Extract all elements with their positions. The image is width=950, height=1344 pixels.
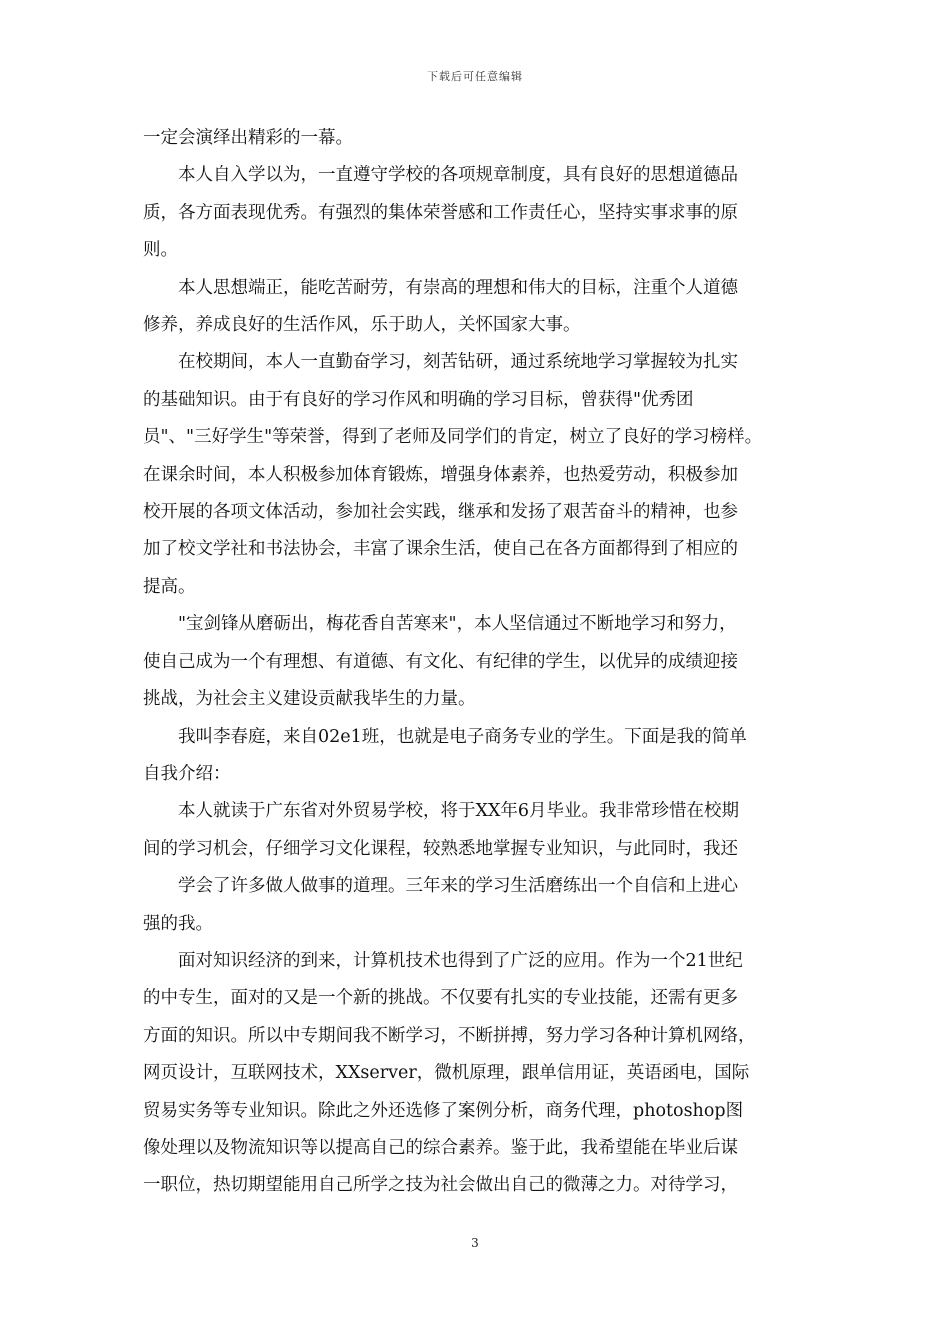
text-line: 质，各方面表现优秀。有强烈的集体荣誉感和工作责任心，坚持实事求事的原	[143, 202, 738, 223]
text-line: 本人就读于广东省对外贸易学校，将于XX年6月毕业。我非常珍惜在校期	[178, 801, 740, 822]
text-line: 的基础知识。由于有良好的学习作风和明确的学习目标，曾获得"优秀团	[143, 389, 694, 410]
paragraph	[143, 344, 813, 606]
paragraph	[143, 793, 813, 868]
page-header: 下载后可任意编辑	[427, 70, 523, 83]
text-line: 强的我。	[143, 913, 213, 934]
text-line: 方面的知识。所以中专期间我不断学习，不断拼搏，努力学习各种计算机网络，	[143, 1025, 756, 1046]
paragraph	[143, 719, 813, 794]
text-line: 挑战，为社会主义建设贡献我毕生的力量。	[143, 689, 476, 710]
text-line: 在课余时间，本人积极参加体育锻炼，增强身体素养，也热爱劳动，积极参加	[143, 464, 738, 485]
text-line: 间的学习机会，仔细学习文化课程，较熟悉地掌握专业知识，与此同时，我还	[143, 838, 738, 859]
text-line: 我叫李春庭，来自02e1班，也就是电子商务专业的学生。下面是我的简单	[178, 726, 747, 747]
text-line: 在校期间，本人一直勤奋学习，刻苦钻研，通过系统地学习掌握较为扎实	[178, 352, 738, 373]
text-line: 学会了许多做人做事的道理。三年来的学习生活磨练出一个自信和上进心	[178, 876, 738, 897]
text-line: 使自己成为一个有理想、有道德、有文化、有纪律的学生，以优异的成绩迎接	[143, 651, 738, 672]
text-line: "宝剑锋从磨砺出，梅花香自苦寒来"，本人坚信通过不断地学习和努力，	[178, 614, 737, 635]
paragraph	[143, 943, 813, 1205]
text-line: 校开展的各项文体活动，参加社会实践，继承和发扬了艰苦奋斗的精神，也参	[143, 502, 738, 523]
text-line: 本人自入学以为，一直遵守学校的各项规章制度，具有良好的思想道德品	[178, 165, 738, 186]
text-line: 的中专生，面对的又是一个新的挑战。不仅要有扎实的专业技能，还需有更多	[143, 988, 738, 1009]
text-line: 本人思想端正，能吃苦耐劳，有崇高的理想和伟大的目标，注重个人道德	[178, 277, 738, 298]
text-line: 员"、"三好学生"等荣誉，得到了老师及同学们的肯定，树立了良好的学习榜样。	[143, 427, 763, 448]
text-line: 自我介绍：	[143, 763, 231, 784]
text-line: 则。	[143, 240, 178, 261]
text-line: 修养，养成良好的生活作风，乐于助人，关怀国家大事。	[143, 315, 581, 336]
page-number: 3	[471, 1236, 479, 1250]
text-line: 网页设计，互联网技术，XXserver，微机原理，跟单信用证，英语函电，国际	[143, 1063, 750, 1084]
paragraph	[143, 868, 813, 943]
paragraph	[143, 270, 813, 345]
paragraph	[143, 120, 813, 157]
paragraph	[143, 606, 813, 718]
paragraph	[143, 157, 813, 269]
text-line: 一职位，热切期望能用自己所学之技为社会做出自己的微薄之力。对待学习，	[143, 1175, 738, 1196]
text-line: 面对知识经济的到来，计算机技术也得到了广泛的应用。作为一个21世纪	[178, 950, 743, 971]
text-line: 加了校文学社和书法协会，丰富了课余生活，使自己在各方面都得到了相应的	[143, 539, 738, 560]
text-line: 像处理以及物流知识等以提高自己的综合素养。鉴于此，我希望能在毕业后谋	[143, 1137, 738, 1158]
text-line: 一定会演绎出精彩的一幕。	[143, 128, 353, 148]
text-line: 提高。	[143, 576, 196, 597]
text-line: 贸易实务等专业知识。除此之外还选修了案例分析，商务代理，photoshop图	[143, 1100, 744, 1121]
document-body	[143, 120, 813, 1205]
